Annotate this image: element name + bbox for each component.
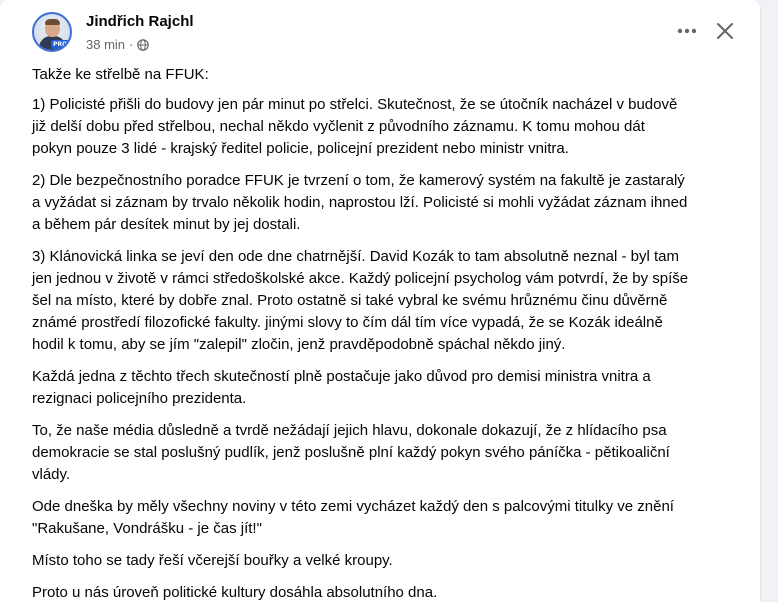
post-paragraph: 2) Dle bezpečnostního poradce FFUK je tvrzení o tom, že kamerový systém na fakultě je zastaralý a vyžádat si záznam by trvalo několik hodin, naprostou lží. Policisté si mohli vyžádat záznam ihned a během pár desítek minut by jej dostali. bbox=[32, 172, 688, 233]
post-paragraph: To, že naše média důsledně a tvrdě nežádají jejich hlavu, dokonale dokazují, že z hlídacího psa demokracie se stal poslušný pudlík, jenž poslušně plní každý pokyn svého páníčka - pětikoaliční vlády. bbox=[32, 422, 670, 483]
avatar-badge: PRO bbox=[53, 41, 68, 48]
avatar-hair-shape bbox=[45, 19, 60, 25]
post-meta bbox=[86, 37, 149, 52]
author-name[interactable]: Jindřich Rajchl bbox=[86, 13, 194, 30]
post-time[interactable]: 38 min bbox=[86, 37, 126, 52]
post-text bbox=[32, 64, 752, 602]
post-paragraph: Každá jedna z těchto třech skutečností plně postačuje jako důvod pro demisi ministra vnitra a rezignaci policejního prezidenta. bbox=[32, 368, 651, 407]
post-paragraph: 1) Policisté přišli do budovy jen pár minut po střelci. Skutečnost, že se útočník nacházel v budově již delší dobu před střelbou, nechal někdo vyčlenit z původního záznamu. K tomu mohou dát pokyn pouze 3 lidé - krajský ředitel policie, policejní prezident nebo ministr vnitra. bbox=[32, 96, 678, 157]
globe-icon[interactable] bbox=[137, 39, 149, 51]
meta-separator: · bbox=[129, 37, 134, 52]
post-paragraph: 3) Klánovická linka se jeví den ode dne chatrnější. David Kozák to tam absolutně neznal - byl tam jen jednou v životě v rámci středoškolské akce. Každý policejní psycholog vám potvrdí, že by spíše šel na místo, které by dobře znal. Proto ostatně si také vybral ke svému hrůznému činu důvěrně známé prostředí filozofické fakulty. jinými slovy to čím dál tím více vypadá, že se Kozák ideálně hodil k tomu, aby se jím "zalepil" zločin, jenž pravděpodobně spáchal někdo jiný. bbox=[32, 248, 689, 353]
post-paragraph: Místo toho se tady řeší včerejší bouřky a velké kroupy. bbox=[32, 552, 393, 569]
more-dots-icon[interactable] bbox=[672, 16, 702, 46]
post-paragraph: Proto u nás úroveň politické kultury dosáhla absolutního dna. bbox=[32, 584, 438, 601]
post-header bbox=[0, 0, 760, 64]
post-paragraph: Takže ke střelbě na FFUK: bbox=[32, 66, 209, 83]
avatar[interactable] bbox=[32, 12, 72, 52]
close-icon[interactable] bbox=[710, 16, 740, 46]
post-paragraph: Ode dneška by měly všechny noviny v této zemi vycházet každý den s palcovými titulky ve znění "Rakušane, Vondrášku - je čas jít!" bbox=[32, 498, 674, 537]
